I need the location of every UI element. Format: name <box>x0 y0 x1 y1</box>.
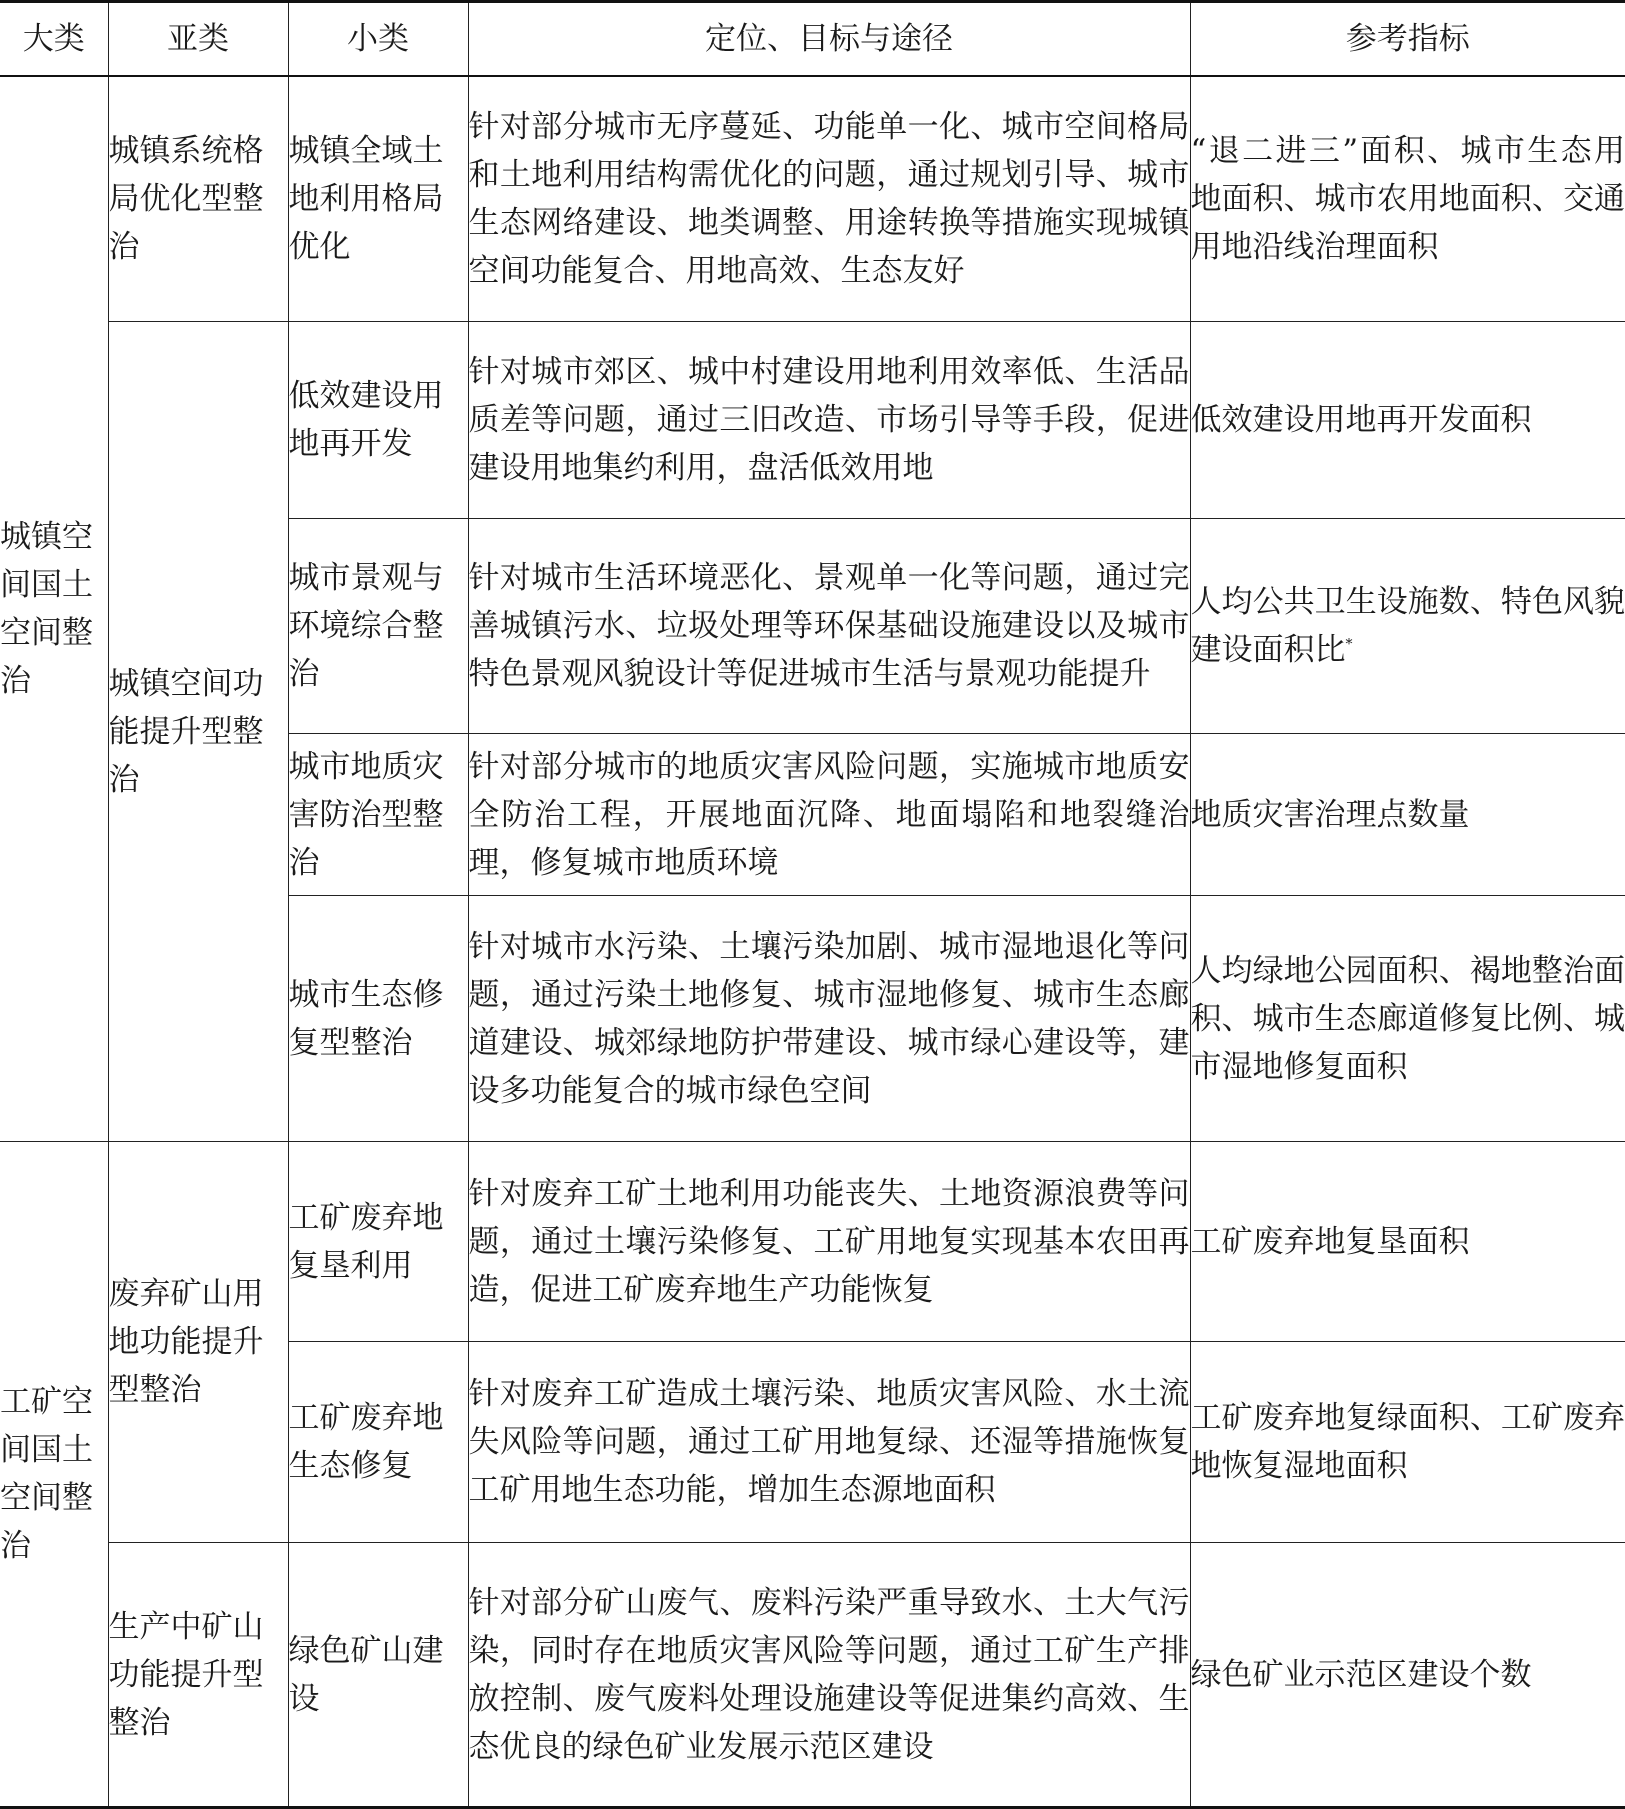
footnote-mark: * <box>1346 637 1353 653</box>
indicator-cell: 人均绿地公园面积、褐地整治面积、城市生态廊道修复比例、城市湿地修复面积 <box>1190 896 1625 1142</box>
header-indicator: 参考指标 <box>1190 2 1625 76</box>
description-cell: 针对部分城市无序蔓延、功能单一化、城市空间格局和土地利用结构需优化的问题，通过规划引导、城市生态网络建设、地类调整、用途转换等措施实现城镇空间功能复合、用地高效、生态友好 <box>468 76 1190 322</box>
indicator-cell <box>1190 519 1625 734</box>
indicator-cell: “退二进三”面积、城市生态用地面积、城市农用地面积、交通用地沿线治理面积 <box>1190 76 1625 322</box>
description-cell: 针对城市水污染、土壤污染加剧、城市湿地退化等问题，通过污染土地修复、城市湿地修复、城市生态廊道建设、城郊绿地防护带建设、城市绿心建设等，建设多功能复合的城市绿色空间 <box>468 896 1190 1142</box>
indicator-text: 人均公共卫生设施数、特色风貌建设面积比 <box>1191 584 1625 668</box>
small-category-cell: 绿色矿山建设 <box>288 1543 468 1808</box>
indicator-cell: 工矿废弃地复垦面积 <box>1190 1142 1625 1342</box>
small-category-cell: 城市地质灾害防治型整治 <box>288 734 468 896</box>
small-category-cell: 工矿废弃地生态修复 <box>288 1342 468 1543</box>
description-cell: 针对部分矿山废气、废料污染严重导致水、土大气污染，同时存在地质灾害风险等问题，通过工矿生产排放控制、废气废料处理设施建设等促进集约高效、生态优良的绿色矿业发展示范区建设 <box>468 1543 1190 1808</box>
subcategory-cell: 废弃矿山用地功能提升型整治 <box>108 1142 288 1543</box>
table-row <box>0 1543 1625 1808</box>
header-row <box>0 2 1625 76</box>
subcategory-cell: 城镇系统格局优化型整治 <box>108 76 288 322</box>
header-small-category: 小类 <box>288 2 468 76</box>
header-category: 大类 <box>0 2 108 76</box>
indicator-cell: 地质灾害治理点数量 <box>1190 734 1625 896</box>
header-description: 定位、目标与途径 <box>468 2 1190 76</box>
small-category-cell: 城市生态修复型整治 <box>288 896 468 1142</box>
description-cell: 针对城市生活环境恶化、景观单一化等问题，通过完善城镇污水、垃圾处理等环保基础设施建设以及城市特色景观风貌设计等促进城市生活与景观功能提升 <box>468 519 1190 734</box>
table-row <box>0 76 1625 322</box>
small-category-cell: 低效建设用地再开发 <box>288 322 468 519</box>
header-subcategory: 亚类 <box>108 2 288 76</box>
subcategory-cell: 城镇空间功能提升型整治 <box>108 322 288 1142</box>
category-cell: 城镇空间国土空间整治 <box>0 76 108 1142</box>
category-cell: 工矿空间国土空间整治 <box>0 1142 108 1808</box>
table-row <box>0 1142 1625 1342</box>
small-category-cell: 城镇全域土地利用格局优化 <box>288 76 468 322</box>
description-cell: 针对废弃工矿土地利用功能丧失、土地资源浪费等问题，通过土壤污染修复、工矿用地复实现基本农田再造，促进工矿废弃地生产功能恢复 <box>468 1142 1190 1342</box>
small-category-cell: 工矿废弃地复垦利用 <box>288 1142 468 1342</box>
subcategory-cell: 生产中矿山功能提升型整治 <box>108 1543 288 1808</box>
description-cell: 针对城市郊区、城中村建设用地利用效率低、生活品质差等问题，通过三旧改造、市场引导等手段，促进建设用地集约利用，盘活低效用地 <box>468 322 1190 519</box>
indicator-cell: 低效建设用地再开发面积 <box>1190 322 1625 519</box>
indicator-cell: 绿色矿业示范区建设个数 <box>1190 1543 1625 1808</box>
description-cell: 针对废弃工矿造成土壤污染、地质灾害风险、水土流失风险等问题，通过工矿用地复绿、还湿等措施恢复工矿用地生态功能，增加生态源地面积 <box>468 1342 1190 1543</box>
small-category-cell: 城市景观与环境综合整治 <box>288 519 468 734</box>
table-row <box>0 322 1625 519</box>
description-cell: 针对部分城市的地质灾害风险问题，实施城市地质安全防治工程，开展地面沉降、地面塌陷和地裂缝治理，修复城市地质环境 <box>468 734 1190 896</box>
indicator-cell: 工矿废弃地复绿面积、工矿废弃地恢复湿地面积 <box>1190 1342 1625 1543</box>
